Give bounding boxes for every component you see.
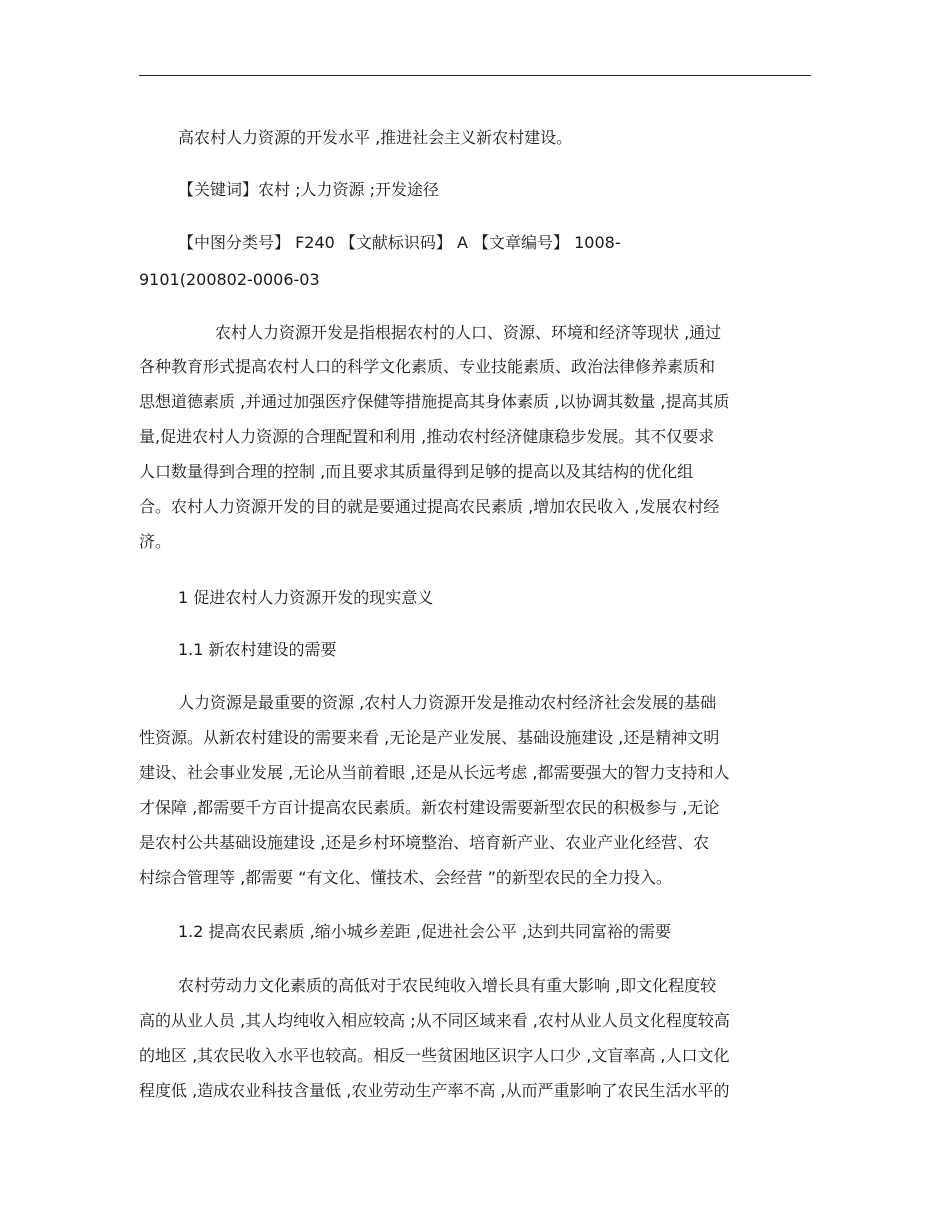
paragraph-3-line: 高的从业人员 ,其人均纯收入相应较高 ;从不同区域来看 ,农村从业人员文化程度较高 bbox=[139, 1011, 730, 1030]
paragraph-2-line: 建设、社会事业发展 ,无论从当前着眼 ,还是从长远考虑 ,都需要强大的智力支持和人 bbox=[139, 763, 730, 782]
paragraph-1-line: 合。农村人力资源开发的目的就是要通过提高农民素质 ,增加农民收入 ,发展农村经 bbox=[139, 497, 720, 516]
paragraph-1-line: 农村人力资源开发是指根据农村的人口、资源、环境和经济等现状 ,通过 bbox=[215, 323, 722, 342]
article-number-line: 9101(200802-0006-03 bbox=[139, 270, 320, 289]
paragraph-2-line: 村综合管理等 ,都需要 “有文化、懂技术、会经营 ”的新型农民的全力投入。 bbox=[139, 868, 672, 887]
paragraph-3-line: 程度低 ,造成农业科技含量低 ,农业劳动生产率不高 ,从而严重影响了农民生活水平的 bbox=[139, 1081, 730, 1100]
section-heading-1: 1 促进农村人力资源开发的现实意义 bbox=[178, 588, 434, 607]
paragraph-2-line: 性资源。从新农村建设的需要来看 ,无论是产业发展、基础设施建设 ,还是精神文明 bbox=[139, 728, 720, 747]
classification-line: 【中图分类号】 F240 【文献标识码】 A 【文章编号】 1008- bbox=[178, 233, 621, 252]
keywords-line: 【关键词】农村 ;人力资源 ;开发途径 bbox=[178, 180, 439, 199]
paragraph-2-line: 才保障 ,都需要千方百计提高农民素质。新农村建设需要新型农民的积极参与 ,无论 bbox=[139, 798, 720, 817]
paragraph-3-line: 的地区 ,其农民收入水平也较高。相反一些贫困地区识字人口少 ,文盲率高 ,人口文化 bbox=[139, 1046, 730, 1065]
paragraph-2-line: 人力资源是最重要的资源 ,农村人力资源开发是推动农村经济社会发展的基础 bbox=[178, 693, 717, 712]
paragraph-1-line: 思想道德素质 ,并通过加强医疗保健等措施提高其身体素质 ,以协调其数量 ,提高其质 bbox=[139, 392, 730, 411]
abstract-line-end: 高农村人力资源的开发水平 ,推进社会主义新农村建设。 bbox=[178, 128, 573, 147]
paragraph-1-line: 各种教育形式提高农村人口的科学文化素质、专业技能素质、政治法律修养素质和 bbox=[139, 357, 716, 376]
paragraph-1-line: 济。 bbox=[139, 532, 172, 551]
subsection-heading-1-2: 1.2 提高农民素质 ,缩小城乡差距 ,促进社会公平 ,达到共同富裕的需要 bbox=[178, 922, 672, 941]
paragraph-1-line: 人口数量得到合理的控制 ,而且要求其质量得到足够的提高以及其结构的优化组 bbox=[139, 462, 694, 481]
paragraph-3-line: 农村劳动力文化素质的高低对于农民纯收入增长具有重大影响 ,即文化程度较 bbox=[178, 976, 717, 995]
subsection-heading-1-1: 1.1 新农村建设的需要 bbox=[178, 640, 337, 659]
paragraph-2-line: 是农村公共基础设施建设 ,还是乡村环境整治、培育新产业、农业产业化经营、农 bbox=[139, 833, 710, 852]
header-rule bbox=[139, 75, 811, 76]
paragraph-1-line: 量,促进农村人力资源的合理配置和利用 ,推动农村经济健康稳步发展。其不仅要求 bbox=[139, 427, 715, 446]
